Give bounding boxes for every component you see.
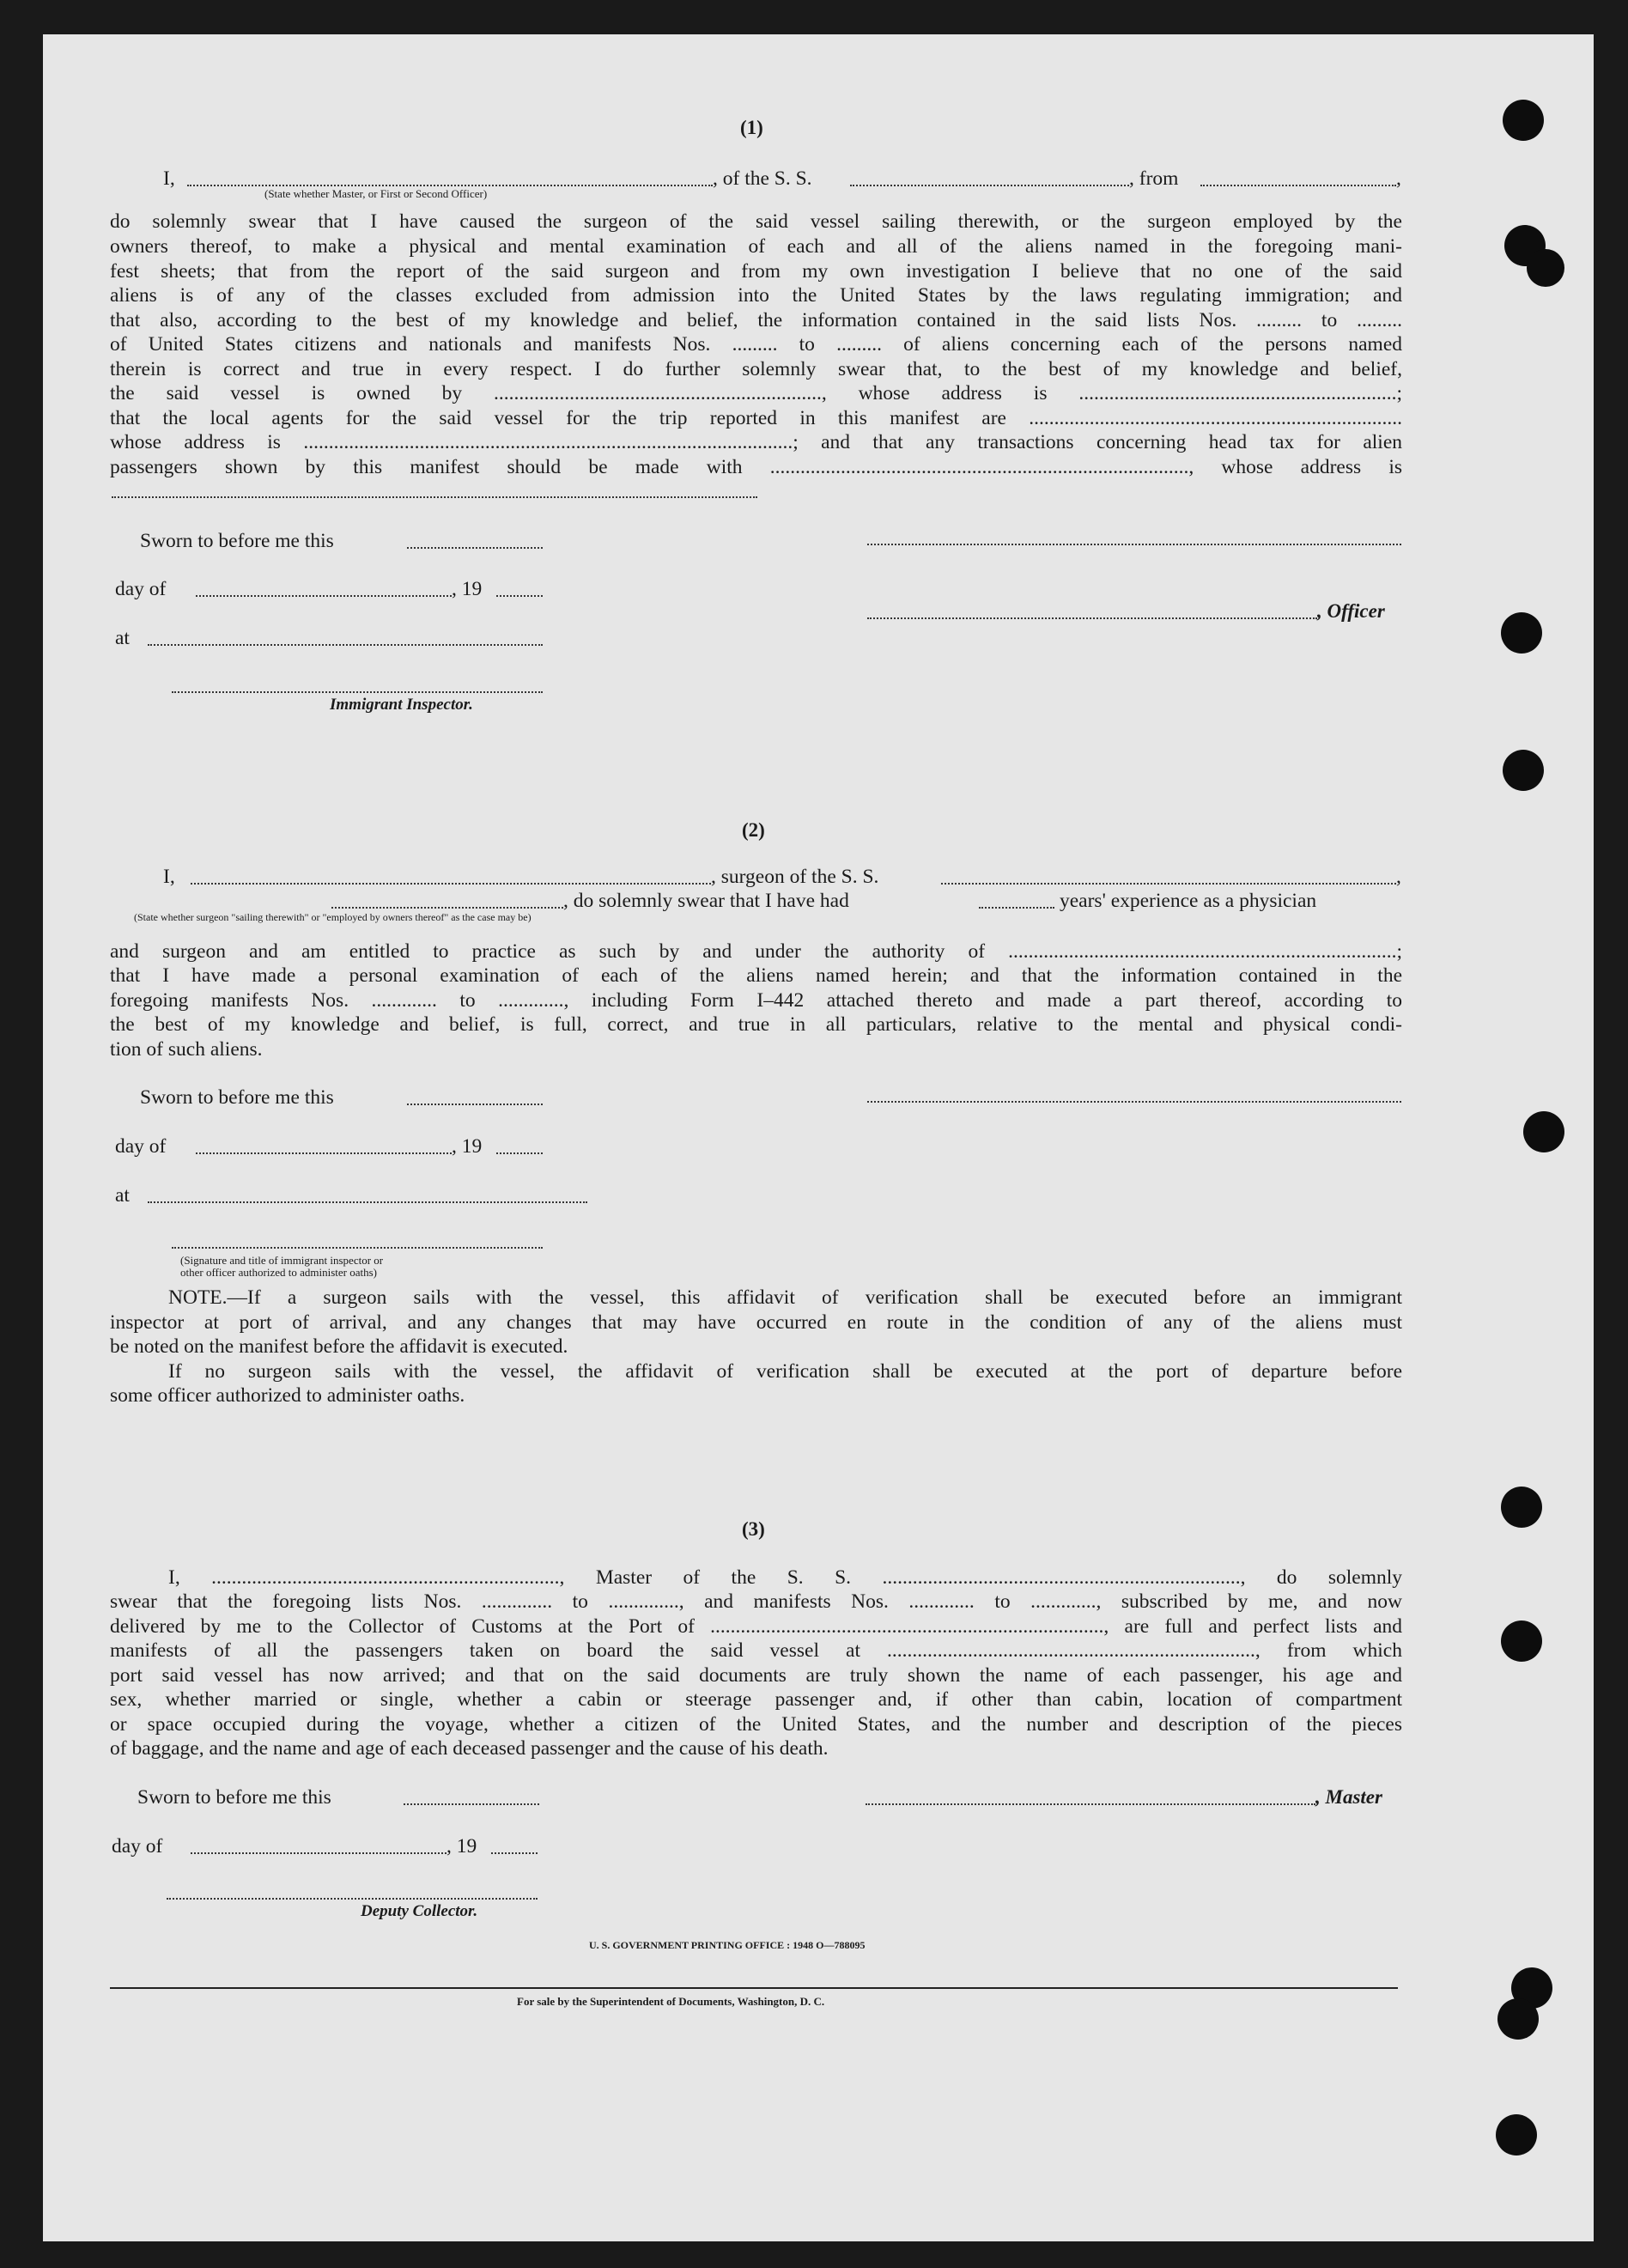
master-signature-field[interactable]	[866, 1803, 1315, 1805]
deputy-collector-title: Deputy Collector.	[361, 1902, 478, 1920]
officer-title: , Officer	[1317, 600, 1385, 622]
surgeon-signature-field[interactable]	[867, 1101, 1401, 1103]
surgeon-type-field[interactable]	[331, 907, 563, 909]
note-line: be noted on the manifest before the affidavit is executed.	[110, 1335, 568, 1358]
label-of-ss: , of the S. S.	[713, 167, 812, 190]
state-note-2: (State whether surgeon "sailing therewith" or "employed by owners thereof" as the case may be)	[134, 911, 532, 923]
master-officer-field[interactable]	[187, 185, 713, 186]
at-place-field-1[interactable]	[148, 644, 543, 646]
section-1-heading: (1)	[740, 117, 763, 138]
day-of-field-1[interactable]	[196, 595, 452, 597]
affidavit-3-line: port said vessel has now arrived; and that on the said documents are truly shown the name of each passenger, his age and	[110, 1664, 1402, 1687]
inspector-title: Immigrant Inspector.	[330, 696, 473, 714]
inspector-signature-field-2[interactable]	[172, 1247, 543, 1249]
punch-hole	[1496, 2114, 1537, 2156]
state-note-1: (State whether Master, or First or Second Officer)	[264, 187, 488, 200]
affidavit-1-line: owners thereof, to make a physical and mental examination of each and all of the aliens named in the foregoing mani-	[110, 235, 1402, 258]
punch-hole	[1497, 1998, 1539, 2040]
day-of-label-2: day of	[115, 1135, 167, 1158]
affidavit-3-line: swear that the foregoing lists Nos. .............. to .............., and manifests Nos. ............. to ............., subscribed by me, and now	[110, 1590, 1402, 1613]
punch-hole	[1503, 100, 1544, 141]
affidavit-3-line: of baggage, and the name and age of each deceased passenger and the cause of his death.	[110, 1737, 829, 1760]
label-i-2: I,	[163, 866, 175, 888]
deputy-collector-signature-field[interactable]	[167, 1898, 538, 1900]
note-line: If no surgeon sails with the vessel, the affidavit of verification shall be executed at the port of departure before	[168, 1360, 1402, 1383]
affidavit-1-line: therein is correct and true in every respect. I do further solemnly swear that, to the best of my knowledge and belief,	[110, 358, 1402, 380]
line-end-comma-2: ,	[1396, 866, 1401, 888]
punch-hole	[1527, 249, 1564, 287]
affidavit-3-line: manifests of all the passengers taken on board the said vessel at ........................................................................., from which	[110, 1639, 1402, 1662]
affidavit-3-line: I, ....................................................................., Master of the S. S. ......................................................................., do solemnly	[168, 1566, 1402, 1589]
day-of-field-3[interactable]	[191, 1852, 446, 1854]
gpo-imprint: U. S. GOVERNMENT PRINTING OFFICE : 1948 O—788095	[589, 1939, 866, 1951]
label-from: , from	[1129, 167, 1179, 190]
vessel-name-field-2[interactable]	[941, 883, 1396, 885]
year-field-2[interactable]	[496, 1152, 543, 1154]
officer-signature-field[interactable]	[867, 617, 1317, 619]
punch-hole	[1523, 1111, 1564, 1152]
day-of-field-2[interactable]	[196, 1152, 452, 1154]
affidavit-2-line: the best of my knowledge and belief, is full, correct, and true in all particulars, relative to the mental and physical condi-	[110, 1013, 1402, 1036]
sworn-date-field-1[interactable]	[407, 547, 543, 549]
affidavit-1-line: fest sheets; that from the report of the said surgeon and from my own investigation I believe that no one of the said	[110, 260, 1402, 283]
affidavit-2-line: tion of such aliens.	[110, 1038, 263, 1061]
affidavit-1-line: do solemnly swear that I have caused the surgeon of the said vessel sailing therewith, or the surgeon employed by the	[110, 210, 1402, 233]
label-do-solemnly-swear: , do solemnly swear that I have had	[563, 890, 849, 912]
year-label-2: , 19	[452, 1135, 483, 1158]
at-place-field-2[interactable]	[148, 1201, 587, 1203]
day-of-label-3: day of	[112, 1835, 163, 1858]
line-end-comma: ,	[1396, 167, 1401, 190]
punch-hole	[1501, 1620, 1542, 1662]
section-2-heading: (2)	[742, 819, 765, 841]
label-years-experience: years' experience as a physician	[1060, 890, 1317, 912]
sworn-label-2: Sworn to before me this	[140, 1086, 334, 1109]
signature-note-line-1: (Signature and title of immigrant inspector or	[180, 1254, 384, 1267]
surgeon-name-field[interactable]	[191, 883, 711, 885]
affidavit-1-line: the said vessel is owned by ................................................................., whose address is ...............................................................;	[110, 382, 1402, 404]
footer-rule	[110, 1987, 1398, 1989]
year-field-1[interactable]	[496, 595, 543, 597]
year-label-1: , 19	[452, 578, 483, 600]
from-port-field[interactable]	[1200, 185, 1396, 186]
at-label-1: at	[115, 627, 130, 649]
punch-hole	[1501, 612, 1542, 654]
year-label-3: , 19	[446, 1835, 477, 1858]
affidavit-1-line: aliens is of any of the classes excluded from admission into the United States by the laws regulating immigration; and	[110, 284, 1402, 307]
master-title: , Master	[1315, 1786, 1382, 1808]
punch-hole	[1503, 750, 1544, 791]
affidavit-3-line: delivered by me to the Collector of Customs at the Port of .............................................................................., are full and perfect lists and	[110, 1615, 1402, 1638]
label-i: I,	[163, 167, 175, 190]
affidavit-2-line: and surgeon and am entitled to practice as such by and under the authority of .............................................................................;	[110, 940, 1402, 963]
years-experience-field[interactable]	[979, 907, 1054, 909]
note-line: NOTE.—If a surgeon sails with the vessel, this affidavit of verification shall be executed before an immigrant	[168, 1286, 1402, 1309]
affidavit-3-line: sex, whether married or single, whether a cabin or steerage passenger and, if other than cabin, location of compartment	[110, 1688, 1402, 1711]
year-field-3[interactable]	[491, 1852, 538, 1854]
sworn-date-field-2[interactable]	[407, 1104, 543, 1105]
day-of-label-1: day of	[115, 578, 167, 600]
inspector-signature-field[interactable]	[172, 691, 543, 693]
affidavit-1-line: of United States citizens and nationals and manifests Nos. ......... to ......... of aliens concerning each of the persons named	[110, 333, 1402, 356]
affidavit-2-line: foregoing manifests Nos. ............. to ............., including Form I–442 attached thereto and made a part thereof, according to	[110, 989, 1402, 1012]
officer-signature-top-line[interactable]	[867, 544, 1401, 545]
address-continuation-field[interactable]	[112, 496, 757, 498]
affidavit-2-line: that I have made a personal examination of each of the aliens named herein; and that the information contained in the	[110, 964, 1402, 987]
punch-hole	[1501, 1487, 1542, 1528]
at-label-2: at	[115, 1184, 130, 1207]
vessel-name-field[interactable]	[850, 185, 1129, 186]
note-line: inspector at port of arrival, and any changes that may have occurred en route in the condition of any of the aliens must	[110, 1311, 1402, 1334]
note-line: some officer authorized to administer oaths.	[110, 1384, 465, 1407]
sale-note: For sale by the Superintendent of Documents, Washington, D. C.	[517, 1995, 825, 2008]
signature-note-line-2: other officer authorized to administer oaths)	[180, 1266, 377, 1279]
section-3-heading: (3)	[742, 1518, 765, 1540]
affidavit-1-line: that also, according to the best of my knowledge and belief, the information contained in the said lists Nos. ......... to .........	[110, 309, 1402, 331]
affidavit-1-line: whose address is .................................................................................................; and that any transactions concerning head tax for alien	[110, 431, 1402, 453]
affidavit-1-line: that the local agents for the said vessel for the trip reported in this manifest are ..........................................................................	[110, 407, 1402, 429]
sworn-label-3: Sworn to before me this	[137, 1786, 331, 1809]
label-surgeon-of-ss: , surgeon of the S. S.	[711, 866, 879, 888]
sworn-label-1: Sworn to before me this	[140, 530, 334, 552]
affidavit-1-line: passengers shown by this manifest should be made with ..................................................................................., whose address is	[110, 456, 1402, 478]
affidavit-3-line: or space occupied during the voyage, whether a citizen of the United States, and the number and description of the pieces	[110, 1713, 1402, 1736]
sworn-date-field-3[interactable]	[404, 1803, 539, 1805]
